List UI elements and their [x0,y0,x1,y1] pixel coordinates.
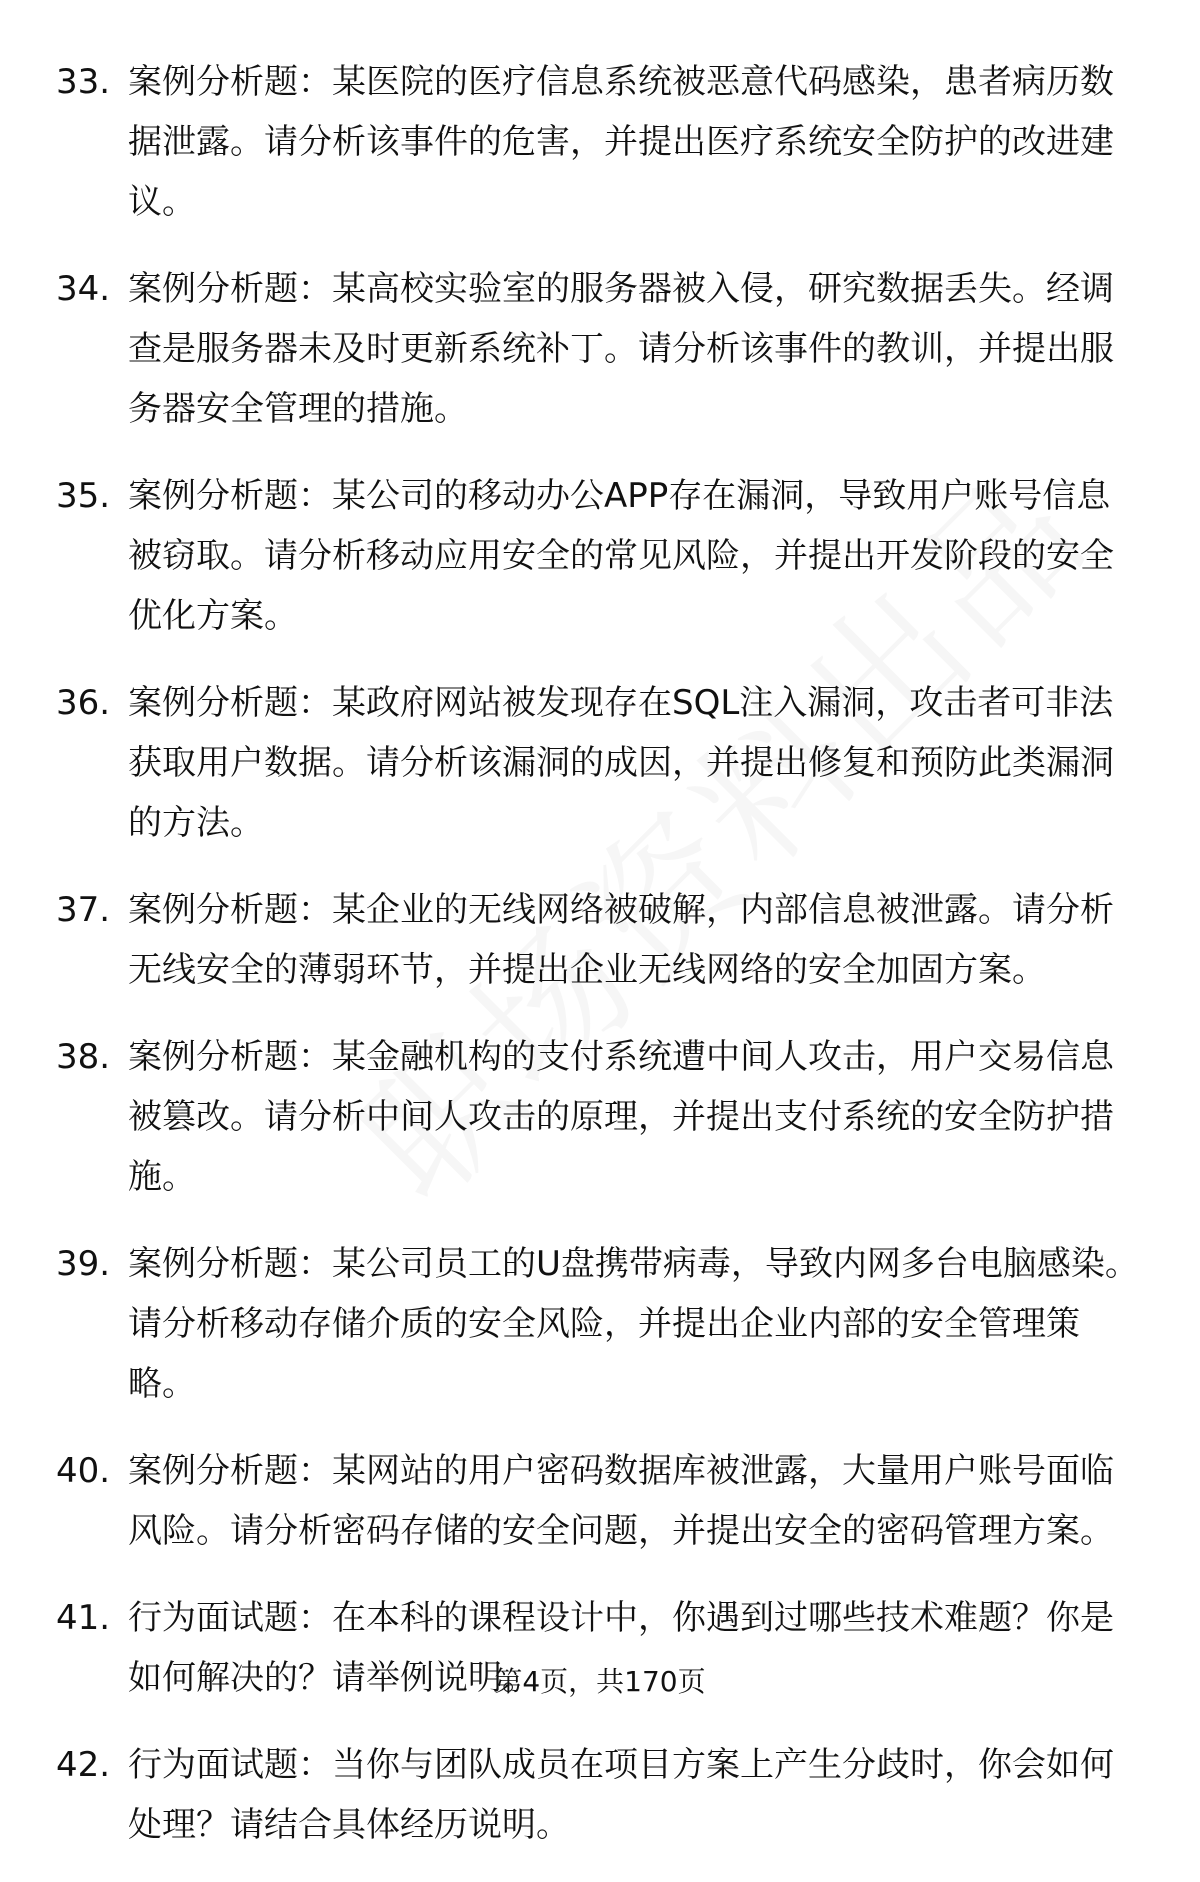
question-number: 39. [56,1244,111,1284]
question-item [0,259,1200,439]
question-item [0,1027,1200,1207]
question-item [0,1735,1200,1855]
question-item [0,1441,1200,1561]
question-number: 37. [56,890,111,930]
question-item [0,1234,1200,1414]
question-number: 35. [56,476,111,516]
question-number: 33. [56,62,111,102]
question-number: 36. [56,683,111,723]
question-number: 40. [56,1451,111,1491]
question-text: 案例分析题：某公司员工的U盘携带病毒，导致内网多台电脑感染。请分析移动存储介质的安全风险，并提出企业内部的安全管理策略。 [128,1244,1139,1404]
question-text: 案例分析题：某高校实验室的服务器被入侵，研究数据丢失。经调查是服务器未及时更新系统补丁。请分析该事件的教训，并提出服务器安全管理的措施。 [128,269,1114,429]
question-item [0,880,1200,1000]
question-text: 行为面试题：在本科的课程设计中，你遇到过哪些技术难题？你是如何解决的？请举例说明。 [128,1598,1114,1698]
question-list [0,52,1200,1882]
question-text: 案例分析题：某政府网站被发现存在SQL注入漏洞，攻击者可非法获取用户数据。请分析该漏洞的成因，并提出修复和预防此类漏洞的方法。 [128,683,1114,843]
question-item [0,673,1200,853]
page-footer: 第4页，共170页 [494,1665,706,1698]
question-number: 34. [56,269,111,309]
question-item [0,466,1200,646]
question-text: 案例分析题：某网站的用户密码数据库被泄露，大量用户账号面临风险。请分析密码存储的安全问题，并提出安全的密码管理方案。 [128,1451,1114,1551]
question-number: 41. [56,1598,111,1638]
question-text: 案例分析题：某公司的移动办公APP存在漏洞，导致用户账号信息被窃取。请分析移动应用安全的常见风险，并提出开发阶段的安全优化方案。 [128,476,1114,636]
question-number: 42. [56,1745,111,1785]
question-text: 案例分析题：某企业的无线网络被破解，内部信息被泄露。请分析无线安全的薄弱环节，并提出企业无线网络的安全加固方案。 [128,890,1114,990]
question-number: 38. [56,1037,111,1077]
question-text: 案例分析题：某金融机构的支付系统遭中间人攻击，用户交易信息被篡改。请分析中间人攻击的原理，并提出支付系统的安全防护措施。 [128,1037,1114,1197]
question-text: 案例分析题：某医院的医疗信息系统被恶意代码感染，患者病历数据泄露。请分析该事件的危害，并提出医疗系统安全防护的改进建议。 [128,62,1114,222]
question-text: 行为面试题：当你与团队成员在项目方案上产生分歧时，你会如何处理？请结合具体经历说明。 [128,1745,1114,1845]
question-item [0,52,1200,232]
